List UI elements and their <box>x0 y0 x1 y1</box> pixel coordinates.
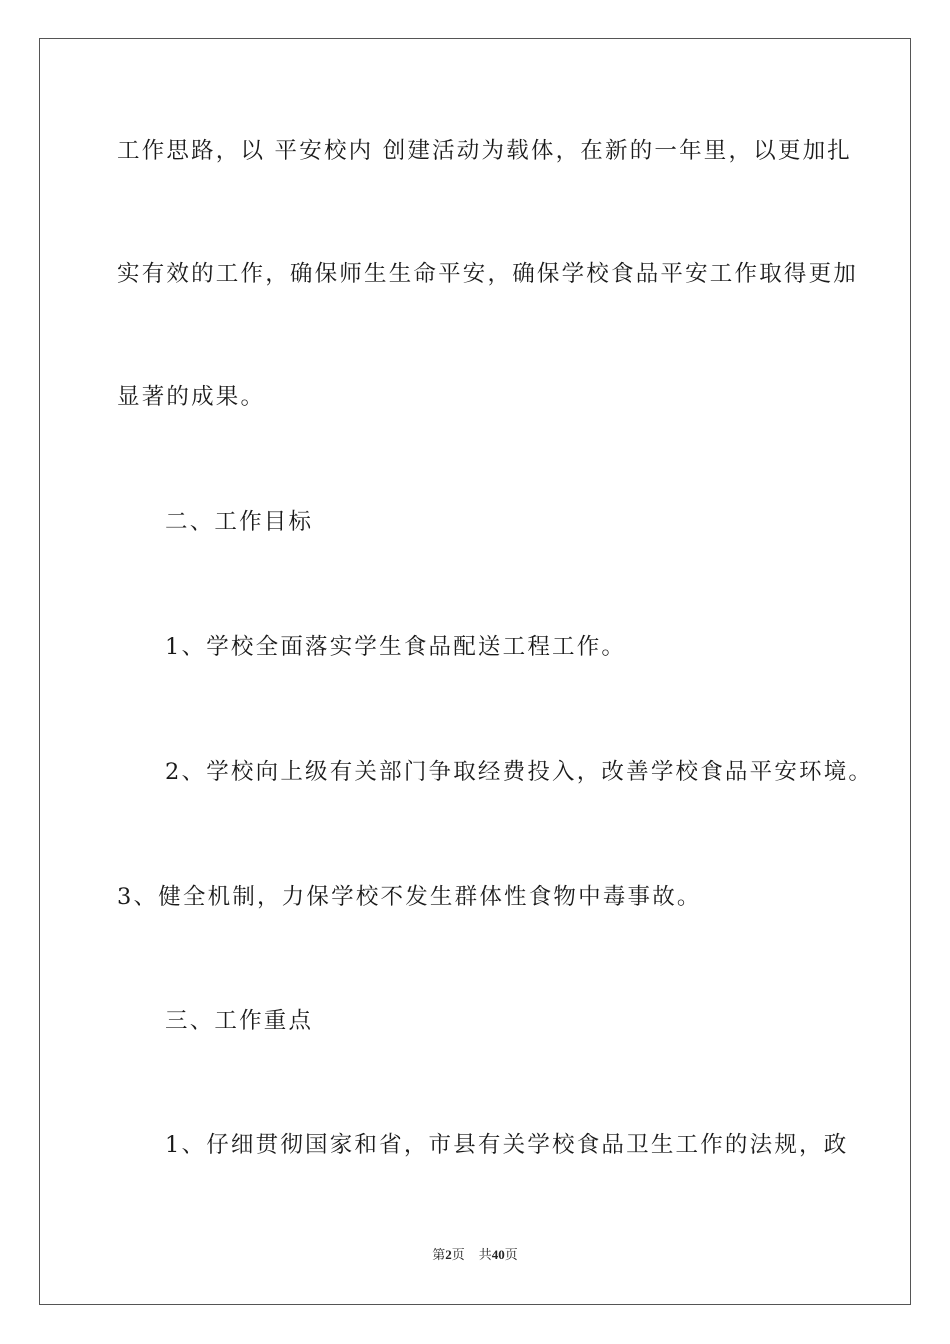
body-line-2: 实有效的工作，确保师生生命平安，确保学校食品平安工作取得更加 <box>117 261 859 287</box>
page-border <box>39 38 911 1305</box>
goal-item-2: 2、学校向上级有关部门争取经费投入，改善学校食品平安环境。 <box>165 759 874 785</box>
body-line-1: 工作思路，以 平安校内 创建活动为载体，在新的一年里，以更加扎 <box>117 138 853 164</box>
footer-total-number: 40 <box>491 1247 505 1262</box>
page-footer <box>0 1246 950 1264</box>
focus-item-1: 1、仔细贯彻国家和省，市县有关学校食品卫生工作的法规，政 <box>165 1132 849 1158</box>
goal-item-1: 1、学校全面落实学生食品配送工程工作。 <box>165 634 627 660</box>
footer-total-suffix: 页 <box>504 1247 518 1262</box>
section-heading-focus: 三、工作重点 <box>165 1008 314 1034</box>
footer-page-number: 2 <box>445 1247 452 1262</box>
footer-page-prefix: 第 <box>432 1247 446 1262</box>
goal-item-3: 3、健全机制，力保学校不发生群体性食物中毒事故。 <box>117 884 702 910</box>
body-line-3: 显著的成果。 <box>117 384 266 410</box>
footer-total-prefix: 共 <box>478 1247 492 1262</box>
footer-page-suffix: 页 <box>451 1247 465 1262</box>
section-heading-goals: 二、工作目标 <box>165 509 314 535</box>
